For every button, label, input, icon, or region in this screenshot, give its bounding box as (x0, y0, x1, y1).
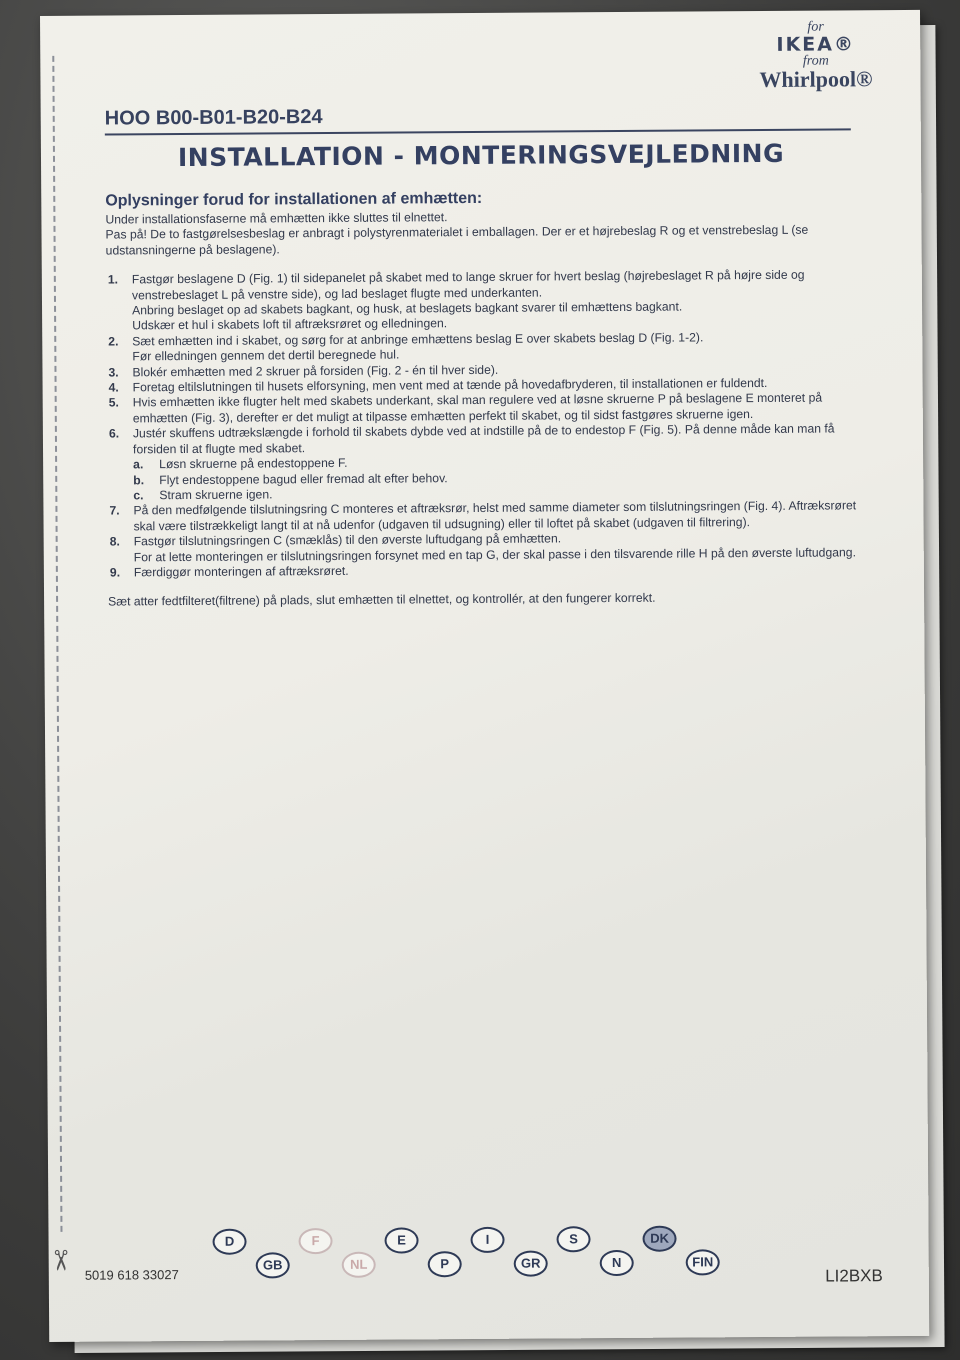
section-title: Oplysninger forud for installationen af emhætten: (105, 189, 483, 210)
brand-from: from (802, 53, 829, 69)
language-badge-fin: FIN (686, 1249, 720, 1275)
substeps-list (133, 452, 863, 503)
barcode-number: 5019 618 33027 (84, 1267, 179, 1283)
language-badge-gb: GB (256, 1252, 290, 1278)
language-badge-s: S (556, 1226, 590, 1252)
step-text: Anbring beslaget op ad skabets bagkant, og husk, at beslagets bagkant svarer til emhættens bagkant. (132, 299, 683, 318)
step-text: Fastgør beslagene D (Fig. 1) til sidepanelet på skabet med to lange skruer for hvert beslag (højrebeslaget R på højre side og venstrebeslaget L på venstre side), og lad beslaget flugte med underkanten. (131, 267, 805, 302)
substep-text: Flyt endestoppene bagud eller fremad alt efter behov. (159, 470, 448, 487)
brand-for: for (807, 19, 824, 35)
substep-letter: c. (133, 488, 144, 503)
step-number: 9. (109, 565, 121, 580)
step-text: På den medfølgende tilslutningsring C monteres et aftræksrør, helst med samme diameter som tilslutningsringen (Fig. 4). Aftræksrøret skal være tilstrækkeligt langt til at nå udenfor (udgaven til udsugning) eller til loftet på skabet (udgaven til filtrering). (133, 498, 857, 534)
substep-text: Løsn skruerne på endestoppene F. (159, 455, 348, 472)
step-number: 8. (109, 534, 120, 549)
step-number: 6. (108, 426, 120, 441)
instruction-page (40, 10, 929, 1342)
scissors-icon: ✂ (44, 1248, 77, 1273)
step-text: For at lette monteringen er tilslutningsringen forsynet med en tap G, der skal passe i den tilsvarende rille H på den øverste luftudgang. (133, 544, 856, 564)
brand-logo (759, 20, 873, 91)
step-text: Færdiggør monteringen af aftræksrøret. (133, 563, 349, 580)
steps-list (106, 267, 864, 580)
substep-letter: a. (133, 457, 144, 472)
document-code: LI2BXB (825, 1266, 883, 1286)
substep-text: Stram skruerne igen. (159, 487, 273, 503)
language-badge-p: P (428, 1251, 462, 1277)
language-badge-f: F (298, 1228, 332, 1254)
model-number: HOO B00-B01-B20-B24 (104, 106, 323, 130)
step-text: Foretag eltilslutningen til husets elforsyning, men vent med at tænde på hovedafbryderen, til installationen er fuldendt. (132, 375, 768, 395)
step-number: 2. (108, 334, 119, 349)
intro-line: Under installationsfaserne må emhætten ikke sluttes til elnettet. (105, 210, 448, 227)
step-text: Udskær et hul i skabets loft til aftræksrøret og elledningen. (132, 316, 448, 333)
step-item (107, 422, 864, 504)
step-text: Blokér emhætten med 2 skruer på forsiden (Fig. 2 - én til hver side). (132, 362, 499, 380)
footer (84, 1222, 888, 1298)
step-item (106, 267, 862, 334)
instructions-body (105, 186, 864, 610)
step-text: Fastgør tilslutningsringen C (smæklås) til den øverste luftudgang på emhætten. (133, 531, 562, 549)
step-text: Sæt emhætten ind i skabet, og sørg for at anbringe emhættens beslag E over skabets beslag D (Fig. 1-2). (132, 330, 704, 349)
step-text: Før elledningen gennem det dertil beregnede hul. (132, 347, 400, 364)
step-text: Hvis emhætten ikke flugter helt med skabets underkant, skal man regulere ved at løsne skruerne P på beslagene E monteret på emhætten (Fig. 3), derefter er det muligt at tilpasse emhætten perfekt til skabet, og til sidst fastgøres skruerne igen. (132, 391, 823, 426)
language-badge-nl: NL (342, 1252, 376, 1278)
step-number: 1. (107, 272, 119, 287)
language-badge-d: D (212, 1229, 246, 1255)
page-title: INSTALLATION - MONTERINGSVEJLEDNING (177, 138, 785, 173)
language-badge-n: N (600, 1250, 634, 1276)
language-badge-i: I (470, 1227, 504, 1253)
language-badge-e: E (384, 1227, 418, 1253)
intro (105, 207, 861, 258)
language-badge-dk: DK (642, 1226, 676, 1252)
step-number: 7. (109, 503, 120, 518)
substep-letter: b. (133, 472, 145, 487)
step-text: Justér skuffens udtrækslængde i forhold til skabets dybde ved at indstille på de to endestop F (Fig. 5). På denne måde kan man få forsiden til at flugte med skabet. (132, 421, 835, 457)
step-number: 4. (108, 380, 119, 395)
step-number: 3. (108, 365, 119, 380)
brand-whirlpool: Whirlpool® (759, 66, 873, 92)
cut-line (52, 56, 62, 1232)
closing-note: Sæt atter fedtfilteret(filtrene) på plads, slut emhætten til elnettet, og kontrollér, at den fungerer korrekt. (108, 591, 656, 609)
language-badges (212, 1223, 772, 1297)
intro-line: Pas på! De to fastgørelsesbeslag er anbragt i polystyrenmaterialet i emballagen. Der er et højrebeslag R og et venstrebeslag L (se udstansningerne på beslagene). (105, 223, 809, 258)
brand-ikea: IKEA® (776, 33, 856, 56)
language-badge-gr: GR (514, 1250, 548, 1276)
step-number: 5. (108, 395, 119, 410)
